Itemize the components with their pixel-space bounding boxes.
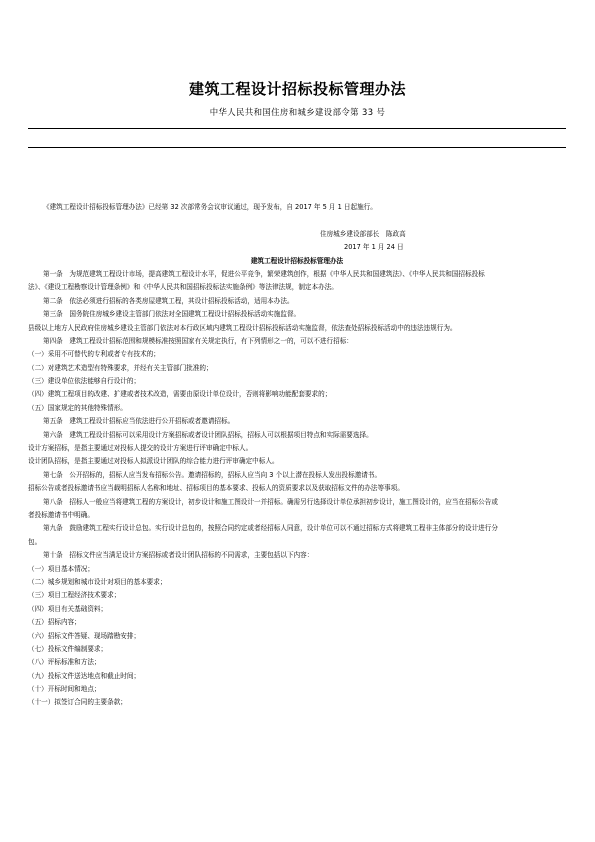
article-line: （九）投标文件送达地点和截止时间； <box>28 671 141 680</box>
article-line: （八）评标标准和方法； <box>28 658 101 667</box>
article-line: 第五条 建筑工程设计招标应当依法进行公开招标或者邀请招标。 <box>43 417 235 426</box>
signature-date: 2017 年 1 月 24 日 <box>344 243 404 252</box>
decree-number: 中华人民共和国住房和城乡建设部令第 33 号 <box>209 107 386 117</box>
regulation-heading: 建筑工程设计招标投标管理办法 <box>250 256 344 265</box>
intro-paragraph: 《建筑工程设计招标投标管理办法》已经第 32 次部常务会议审议通过，现予发布，自 2017 年 5 月 1 日起施行。 <box>43 203 377 211</box>
article-line: （一）采用不可替代的专利或者专有技术的； <box>28 350 160 359</box>
article-line: （三）项目工程经济技术要求； <box>28 591 121 600</box>
article-line: （一）项目基本情况； <box>28 564 94 573</box>
article-line: 第十条 招标文件应当满足设计方案招标或者设计团队招标的不同需求，主要包括以下内容： <box>43 551 314 560</box>
signature-name: 住房城乡建设部部长 陈政高 <box>320 229 406 238</box>
top-divider <box>28 128 566 129</box>
bottom-divider <box>28 147 566 148</box>
article-line: 包。 <box>28 537 42 546</box>
article-line: 设计团队招标，是指主要通过对投标人拟派设计团队的综合能力进行评审确定中标人。 <box>28 457 279 466</box>
article-line: （六）招标文件答疑、现场踏勘安排； <box>28 631 141 640</box>
article-line: 第一条 为规范建筑工程设计市场，提高建筑工程设计水平，促进公平竞争，繁荣建筑创作，根据《中华人民共和国建筑法》、《中华人民共和国招标投标 <box>43 269 485 278</box>
article-line: （十一）拟签订合同的主要条款； <box>28 698 127 707</box>
article-line: 设计方案招标，是指主要通过对投标人提交的设计方案进行评审确定中标人。 <box>28 444 253 453</box>
article-line: （二）对建筑艺术造型有特殊要求，并经有关主管部门批准的； <box>28 363 213 372</box>
article-line: 第三条 国务院住房城乡建设主管部门依法对全国建筑工程设计招标投标活动实施监督。 <box>43 310 301 319</box>
article-line: （七）投标文件编制要求； <box>28 644 108 653</box>
article-line: （二）城乡规划和城市设计对项目的基本要求； <box>28 577 167 586</box>
document-title: 建筑工程设计招标投标管理办法 <box>188 80 406 98</box>
article-line: 者投标邀请书中明确。 <box>28 511 94 519</box>
article-line: （四）项目有关基础资料； <box>28 604 108 613</box>
article-line: （三）建设单位依法能够自行设计的； <box>28 377 141 386</box>
article-line: （四）建筑工程项目的改建、扩建或者技术改造，需要由原设计单位设计，否则将影响功能配套要求的； <box>28 390 332 399</box>
document-body <box>28 201 566 710</box>
article-line: 第二条 依法必须进行招标的各类房屋建筑工程，其设计招标投标活动，适用本办法。 <box>43 296 294 305</box>
article-line: （五）招标内容； <box>28 618 81 627</box>
article-line: 第七条 公开招标的，招标人应当发布招标公告。邀请招标的，招标人应当向 3 个以上潜在投标人发出投标邀请书。 <box>43 470 382 479</box>
article-line: 县级以上地方人民政府住房城乡建设主管部门依法对本行政区域内建筑工程设计招标投标活动实施监督，依法查处招标投标活动中的违法违规行为。 <box>28 323 457 332</box>
article-line: （十）开标时间和地点； <box>28 685 101 694</box>
article-line: 第八条 招标人一般应当将建筑工程的方案设计，初步设计和施工图设计一并招标。确需另行选择设计单位承担初步设计，施工图设计的，应当在招标公告或 <box>43 497 498 506</box>
article-line: 第四条 建筑工程设计招标范围和规模标准按照国家有关规定执行，有下列情形之一的，可以不进行招标： <box>43 336 353 345</box>
article-line: 招标公告或者投标邀请书应当载明招标人名称和地址、招标项目的基本要求、投标人的资质要求以及获取招标文件的办法等事项。 <box>28 484 404 493</box>
article-line: （五）国家规定的其他特殊情形。 <box>28 403 127 412</box>
article-line: 法》、《建设工程勘察设计管理条例》和《中华人民共和国招标投标法实施条例》等法律法规，制定本办法。 <box>28 283 338 292</box>
article-line: 第六条 建筑工程设计招标可以采用设计方案招标或者设计团队招标，招标人可以根据项目特点和实际需要选择。 <box>43 430 373 439</box>
article-line: 第九条 鼓励建筑工程实行设计总包。实行设计总包的，按照合同约定或者经招标人同意，设计单位可以不通过招标方式将建筑工程非主体部分的设计进行分 <box>43 524 498 533</box>
